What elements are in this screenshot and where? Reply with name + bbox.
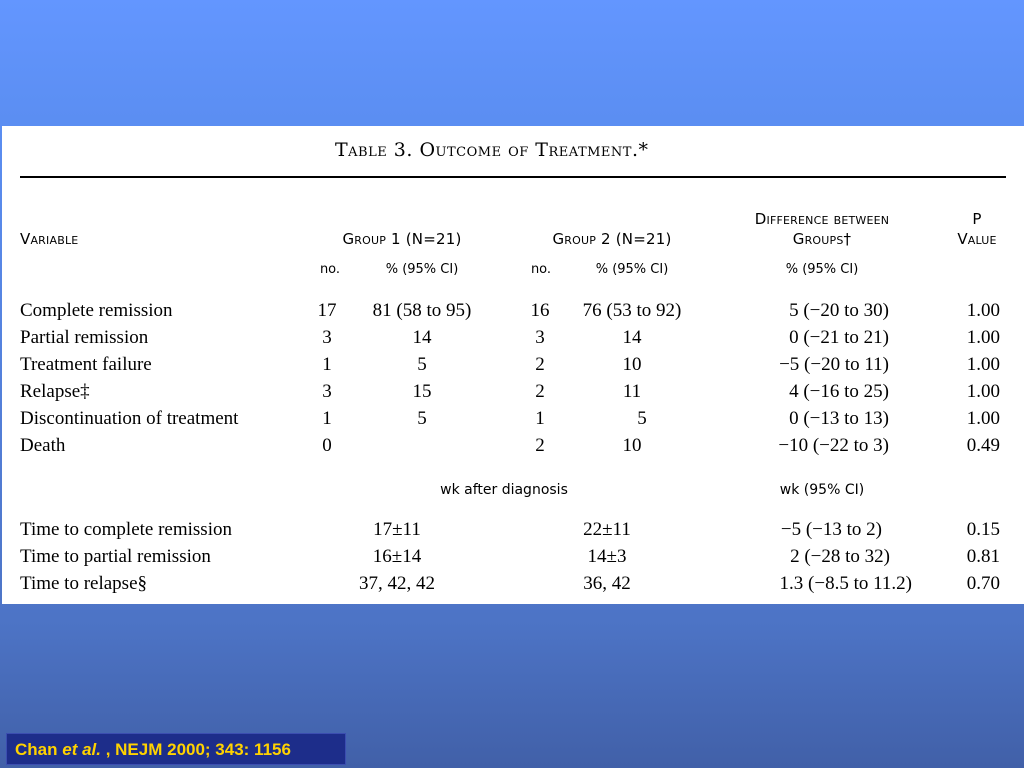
row-g2-no: 1 — [535, 408, 545, 429]
subheader-g2-pct: % (95% CI) — [595, 262, 669, 277]
row-p: 1.00 — [966, 381, 1000, 402]
time-row-variable: Time to partial remission — [20, 546, 211, 567]
citation-label — [6, 733, 346, 765]
header-variable: Variable — [20, 230, 79, 248]
row-g1-pct: 14 — [412, 327, 432, 348]
subheader-g1-pct: % (95% CI) — [385, 262, 459, 277]
row-g2-pct: 10 — [622, 354, 642, 375]
citation-etal: et al. — [62, 740, 101, 759]
row-diff: 0 (−21 to 21) — [789, 327, 889, 348]
row-diff: 4 (−16 to 25) — [789, 381, 889, 402]
row-variable: Discontinuation of treatment — [20, 408, 239, 429]
row-g1-pct: 15 — [412, 381, 432, 402]
row-variable: Death — [20, 435, 66, 456]
table-panel — [2, 126, 1024, 604]
time-row-diff: 2 (−28 to 32) — [790, 546, 890, 567]
time-row-variable: Time to complete remission — [20, 519, 232, 540]
time-row-g1: 37, 42, 42 — [359, 573, 435, 594]
row-variable: Relapse‡ — [20, 381, 90, 402]
row-g2-no: 2 — [535, 354, 545, 375]
time-row-g2: 22±11 — [583, 519, 631, 540]
citation-author: Chan — [15, 740, 58, 759]
header-group1: Group 1 (N=21) — [342, 230, 462, 248]
row-g2-pct: 14 — [622, 327, 642, 348]
time-row-p: 0.70 — [966, 573, 1000, 594]
time-row-diff: −5 (−13 to 2) — [780, 519, 882, 540]
header-difference-line2: Groups† — [792, 230, 852, 248]
time-row-g1: 17±11 — [373, 519, 421, 540]
header-difference-line1: Difference between — [754, 210, 890, 228]
table-title: Table 3. Outcome of Treatment.* — [335, 139, 649, 161]
time-row-g2: 14±3 — [587, 546, 627, 567]
row-diff: −10 (−22 to 3) — [778, 435, 889, 456]
row-g1-pct: 81 (58 to 95) — [372, 300, 472, 321]
row-g1-no: 17 — [317, 300, 337, 321]
row-g1-no: 3 — [322, 381, 332, 402]
time-row-diff: 1.3 (−8.5 to 11.2) — [779, 573, 912, 594]
row-g2-no: 3 — [535, 327, 545, 348]
time-row-g2: 36, 42 — [583, 573, 631, 594]
citation-journal: , NEJM 2000; 343: 1156 — [100, 740, 291, 759]
header-group2: Group 2 (N=21) — [552, 230, 672, 248]
row-g1-pct: 5 — [417, 354, 427, 375]
row-p: 1.00 — [966, 327, 1000, 348]
row-g2-pct: 76 (53 to 92) — [582, 300, 682, 321]
row-g1-no: 1 — [322, 408, 332, 429]
subheader-g1-no: no. — [319, 262, 341, 277]
row-g2-no: 16 — [530, 300, 550, 321]
header-p-line1: P — [972, 210, 982, 228]
row-g1-pct: 5 — [417, 408, 427, 429]
row-g2-pct: 10 — [622, 435, 642, 456]
title-rule — [20, 176, 1006, 178]
row-g2-no: 2 — [535, 381, 545, 402]
row-p: 1.00 — [966, 300, 1000, 321]
row-variable: Complete remission — [20, 300, 173, 321]
row-g2-pct: 11 — [622, 381, 642, 402]
header-p-line2: Value — [957, 230, 997, 248]
time-row-p: 0.15 — [966, 519, 1000, 540]
row-diff: −5 (−20 to 11) — [779, 354, 889, 375]
row-diff: 0 (−13 to 13) — [789, 408, 889, 429]
row-g2-no: 2 — [535, 435, 545, 456]
subheader-weeks-ci: wk (95% CI) — [779, 482, 865, 498]
row-p: 1.00 — [966, 354, 1000, 375]
row-g1-no: 0 — [322, 435, 332, 456]
subheader-weeks-after-diagnosis: wk after diagnosis — [440, 482, 568, 498]
row-g2-pct: 5 — [637, 408, 647, 429]
subheader-diff-pct: % (95% CI) — [785, 262, 859, 277]
time-row-g1: 16±14 — [372, 546, 422, 567]
row-diff: 5 (−20 to 30) — [789, 300, 889, 321]
row-g1-no: 1 — [322, 354, 332, 375]
time-row-variable: Time to relapse§ — [20, 573, 148, 594]
subheader-g2-no: no. — [530, 262, 552, 277]
row-variable: Partial remission — [20, 327, 149, 348]
time-row-p: 0.81 — [966, 546, 1000, 567]
row-g1-no: 3 — [322, 327, 332, 348]
row-p: 0.49 — [966, 435, 1000, 456]
row-p: 1.00 — [966, 408, 1000, 429]
row-variable: Treatment failure — [20, 354, 152, 375]
